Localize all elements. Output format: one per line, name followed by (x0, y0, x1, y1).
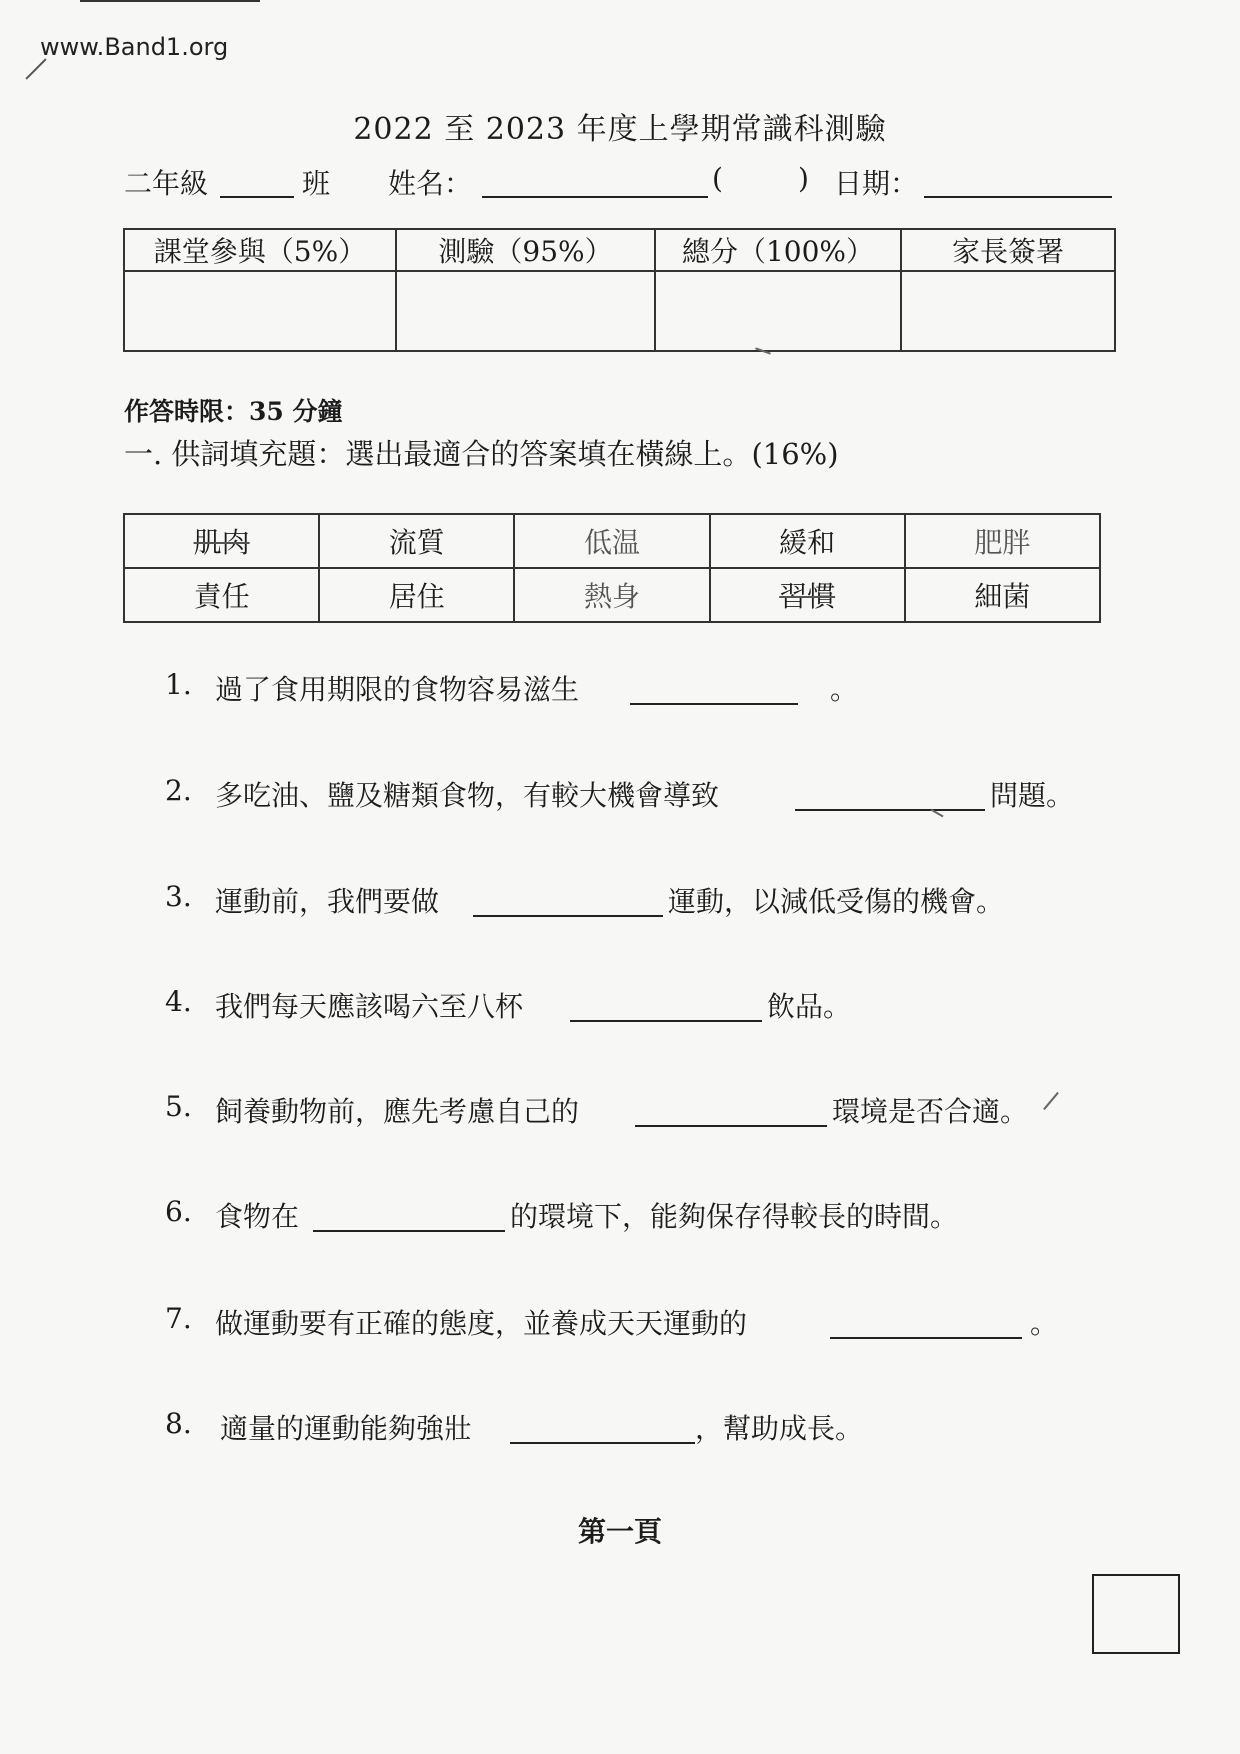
question-7 (165, 1302, 1115, 1346)
answer-blank[interactable] (510, 1442, 695, 1444)
grade-label: 二年級 (124, 167, 209, 200)
question-text-before: 運動前，我們要做 (215, 885, 440, 918)
question-text-before: 做運動要有正確的態度，並養成天天運動的 (215, 1307, 748, 1340)
word-bank-word: 熱身 (583, 580, 640, 613)
question-text-before: 飼養動物前，應先考慮自己的 (215, 1095, 580, 1128)
answer-blank[interactable] (313, 1230, 505, 1232)
question-text-after: ，幫助成長。 (695, 1412, 864, 1445)
time-limit: 作答時限：35 分鐘 (124, 397, 343, 426)
question-1 (165, 668, 1115, 712)
question-8 (165, 1407, 1115, 1451)
class-blank[interactable] (220, 196, 294, 198)
score-header-signature: 家長簽署 (901, 229, 1115, 271)
score-header-participation: 課堂參與（5%） (124, 229, 396, 271)
question-text-after: 運動，以減低受傷的機會。 (668, 885, 1005, 918)
score-table-header-row (124, 229, 1115, 271)
question-text-after: 環境是否合適。 (832, 1095, 1029, 1128)
score-cell-total[interactable] (655, 271, 901, 351)
question-text-after: 問題。 (990, 779, 1075, 812)
word-bank-cell (514, 568, 709, 622)
answer-blank[interactable] (795, 809, 985, 811)
word-bank-row-2 (124, 568, 1100, 622)
word-bank-word: 責任 (193, 580, 250, 613)
question-text-after: 飲品。 (767, 990, 852, 1023)
answer-blank[interactable] (630, 703, 798, 705)
question-text-before: 食物在 (215, 1200, 300, 1233)
word-bank-table (123, 513, 1101, 623)
answer-blank[interactable] (473, 915, 663, 917)
date-blank[interactable] (924, 196, 1112, 198)
question-6 (165, 1195, 1115, 1239)
answer-blank[interactable] (570, 1020, 762, 1022)
score-header-total: 總分（100%） (655, 229, 901, 271)
answer-blank[interactable] (635, 1125, 827, 1127)
word-bank-word: 流質 (388, 526, 445, 559)
score-header-test: 測驗（95%） (396, 229, 655, 271)
exam-title: 2022 至 2023 年度上學期常識科測驗 (353, 112, 887, 147)
top-edge-rule (80, 0, 260, 2)
question-4 (165, 985, 1115, 1029)
number-close-paren: ) (798, 162, 809, 195)
watermark-url: www.Band1.org (40, 33, 229, 61)
question-number: 5. (165, 1090, 192, 1123)
word-bank-word: 低温 (583, 526, 640, 559)
name-label: 姓名： (388, 167, 473, 200)
number-open-paren: ( (712, 162, 723, 195)
section-1-heading: 一. 供詞填充題：選出最適合的答案填在橫線上。(16%) (124, 437, 839, 471)
date-label: 日期： (834, 167, 919, 200)
score-cell-test[interactable] (396, 271, 655, 351)
word-bank-cell (710, 568, 905, 622)
question-number: 4. (165, 985, 192, 1018)
question-number: 2. (165, 774, 192, 807)
question-text-before: 過了食用期限的食物容易滋生 (215, 673, 580, 706)
word-bank-cell (124, 568, 319, 622)
question-2 (165, 774, 1115, 818)
question-number: 1. (165, 668, 192, 701)
question-text-before: 多吃油、鹽及糖類食物，有較大機會導致 (215, 779, 720, 812)
page-number: 第一頁 (577, 1515, 662, 1548)
word-bank-word: 習慣 (779, 580, 836, 613)
question-number: 6. (165, 1195, 192, 1228)
word-bank-word: 居住 (388, 580, 445, 613)
score-box[interactable] (1092, 1574, 1180, 1654)
student-info-row (124, 162, 1114, 202)
word-bank-cell (319, 514, 514, 568)
word-bank-cell (905, 568, 1100, 622)
question-5 (165, 1090, 1115, 1134)
answer-blank[interactable] (830, 1337, 1022, 1339)
word-bank-cell (710, 514, 905, 568)
question-number: 8. (165, 1407, 192, 1440)
word-bank-cell (124, 514, 319, 568)
word-bank-cell (319, 568, 514, 622)
pencil-mark (25, 58, 46, 79)
word-bank-cell (905, 514, 1100, 568)
question-text-after: 。 (830, 673, 859, 706)
word-bank-word: 肌肉 (193, 526, 250, 559)
score-cell-signature[interactable] (901, 271, 1115, 351)
name-blank[interactable] (482, 196, 708, 198)
question-text-before: 我們每天應該喝六至八杯 (215, 990, 524, 1023)
question-text-after: 。 (1030, 1307, 1059, 1340)
question-number: 3. (165, 880, 192, 913)
question-text-before: 適量的運動能夠強壯 (220, 1412, 473, 1445)
word-bank-word: 肥胖 (974, 526, 1031, 559)
word-bank-word: 緩和 (779, 526, 836, 559)
question-number: 7. (165, 1302, 192, 1335)
word-bank-word: 細菌 (974, 580, 1031, 613)
word-bank-row-1 (124, 514, 1100, 568)
score-table (123, 228, 1116, 352)
question-3 (165, 880, 1115, 924)
class-label: 班 (302, 167, 331, 200)
score-cell-participation[interactable] (124, 271, 396, 351)
score-table-value-row (124, 271, 1115, 351)
word-bank-cell (514, 514, 709, 568)
question-text-after: 的環境下，能夠保存得較長的時間。 (510, 1200, 959, 1233)
